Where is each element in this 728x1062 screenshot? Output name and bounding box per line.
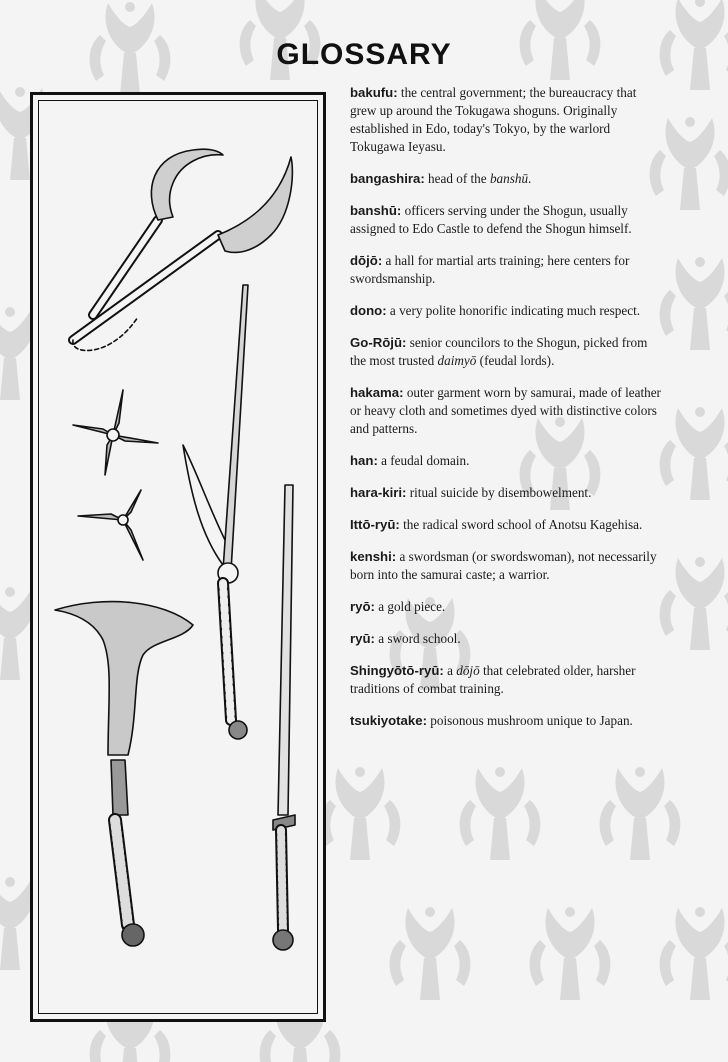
definition-text: . (528, 171, 532, 186)
definition-italic: daimyō (437, 353, 477, 368)
glossary-entry (350, 170, 665, 188)
glossary-entry (350, 302, 665, 320)
kusarigama-icon (73, 149, 293, 350)
definition-italic: dōjō (456, 663, 480, 678)
sai-icon (183, 285, 248, 739)
glossary-definition: a feudal domain. (377, 453, 470, 468)
glossary-definition: the central government; the bureaucracy that grew up around the Tokugawa shoguns. Originally established in Edo, today's Tokyo, by the warlord Tokugawa Ieyasu. (350, 85, 637, 154)
glossary-definition: a sword school. (374, 631, 461, 646)
glossary-entry (350, 548, 665, 584)
glossary-term: han: (350, 453, 378, 468)
glossary-definition: a swordsman (or swordswoman), not necessarily born into the samurai caste; a warrior. (350, 549, 657, 582)
sickle-blade-icon (55, 602, 193, 946)
glossary-term: kenshi: (350, 549, 397, 564)
weapon-illustration (30, 92, 326, 1022)
glossary-term: hara-kiri: (350, 485, 407, 500)
glossary-definition (425, 171, 532, 186)
sword-icon (273, 485, 295, 950)
definition-italic: banshū (489, 171, 529, 186)
glossary-entry (350, 452, 665, 470)
glossary-term: banshū: (350, 203, 402, 218)
definition-text: that celebrated older, harsher traditions of combat training. (350, 663, 636, 696)
glossary-entry (350, 384, 665, 438)
glossary-term: dono: (350, 303, 387, 318)
glossary-entry (350, 598, 665, 616)
shuriken-icon (78, 490, 143, 560)
glossary-definition: a gold piece. (374, 599, 446, 614)
glossary-list (350, 84, 665, 744)
glossary-term: hakama: (350, 385, 404, 400)
glossary-term: dōjō: (350, 253, 383, 268)
glossary-term: tsukiyotake: (350, 713, 427, 728)
glossary-entry (350, 84, 665, 156)
glossary-term: Shingyōtō-ryū: (350, 663, 444, 678)
definition-text: a (443, 663, 457, 678)
glossary-term: ryū: (350, 631, 375, 646)
glossary-definition: the radical sword school of Anotsu Kagehisa. (399, 517, 643, 532)
glossary-definition: outer garment worn by samurai, made of leather or heavy cloth and sometimes dyed with distinctive colors and patterns. (350, 385, 661, 436)
definition-text: senior councilors to the Shogun, picked from the most trusted (350, 335, 648, 368)
glossary-definition: ritual suicide by disembowelment. (406, 485, 592, 500)
glossary-term: Go-Rōjū: (350, 335, 407, 350)
glossary-entry (350, 202, 665, 238)
glossary-entry (350, 516, 665, 534)
glossary-term: ryō: (350, 599, 375, 614)
glossary-definition: a hall for martial arts training; here centers for swordsmanship. (350, 253, 630, 286)
definition-text: (feudal lords). (476, 353, 555, 368)
glossary-term: bangashira: (350, 171, 425, 186)
definition-text: head of the (424, 171, 490, 186)
glossary-term: bakufu: (350, 85, 398, 100)
shuriken-icon (73, 390, 158, 475)
glossary-term: Ittō-ryū: (350, 517, 400, 532)
page-title: GLOSSARY (276, 38, 452, 71)
glossary-definition: poisonous mushroom unique to Japan. (426, 713, 633, 728)
glossary-entry (350, 662, 665, 698)
glossary-definition: officers serving under the Shogun, usually assigned to Edo Castle to defend the Shogun himself. (350, 203, 632, 236)
glossary-entry (350, 252, 665, 288)
glossary-entry (350, 712, 665, 730)
glossary-entry (350, 334, 665, 370)
glossary-entry (350, 484, 665, 502)
glossary-definition: a very polite honorific indicating much respect. (386, 303, 641, 318)
glossary-entry (350, 630, 665, 648)
